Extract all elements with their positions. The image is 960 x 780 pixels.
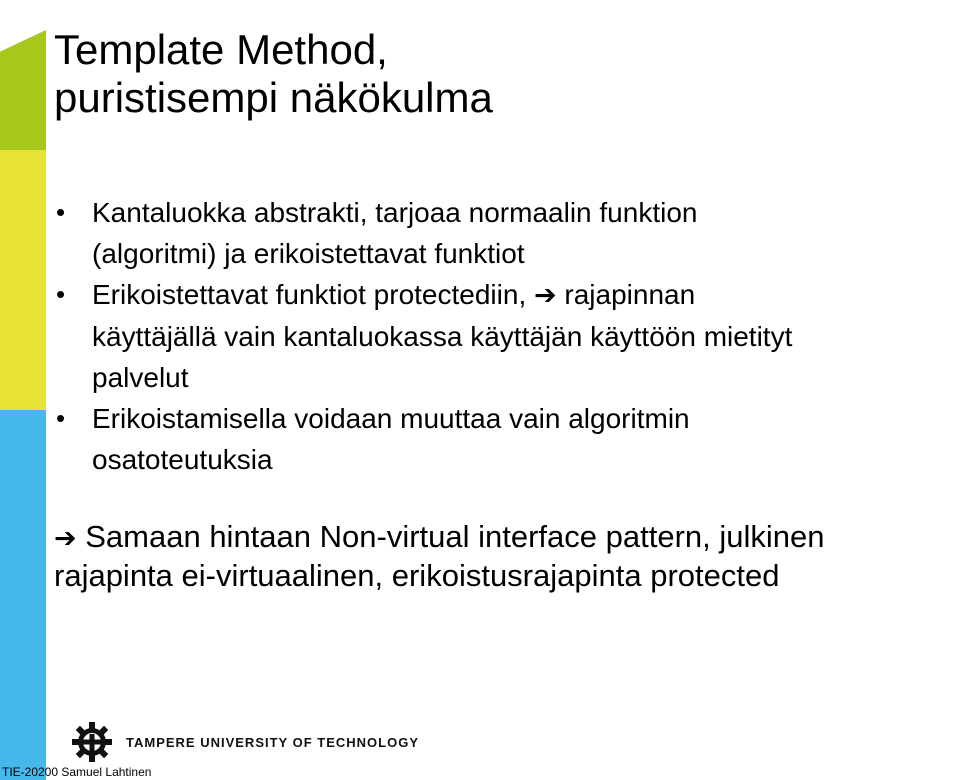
- bullet-3-line2: osatoteutuksia: [92, 444, 273, 475]
- slide-title: [54, 26, 493, 123]
- slide-title-line1: Template Method,: [54, 26, 388, 73]
- logo-text: TAMPERE UNIVERSITY OF TECHNOLOGY: [126, 734, 419, 750]
- slide-title-line2: puristisempi näkökulma: [54, 74, 493, 122]
- conclusion-text: [54, 518, 954, 594]
- bullet-item: [50, 398, 950, 480]
- right-arrow-icon: ➔: [534, 280, 557, 311]
- decorative-bar-green: [0, 30, 46, 150]
- conclusion-line2: rajapinta ei-virtuaalinen, erikoistusrajapinta protected: [54, 558, 780, 593]
- bullet-dot-icon: •: [56, 279, 66, 309]
- bullet-2-line2: käyttäjällä vain kantaluokassa käyttäjän käyttöön mietityt: [92, 321, 793, 352]
- decorative-bar-yellow: [0, 150, 46, 410]
- university-logo: [70, 720, 419, 764]
- bullet-item: [50, 274, 950, 398]
- bullet-2-line1-start: Erikoistettavat funktiot protectediin,: [92, 279, 534, 310]
- footer-text: TIE-20200 Samuel Lahtinen: [2, 765, 152, 779]
- gear-logo-icon: [70, 720, 114, 764]
- bullet-1-line1: Kantaluokka abstrakti, tarjoaa normaalin funktion: [92, 197, 698, 228]
- right-arrow-icon: ➔: [54, 523, 77, 554]
- bullet-2-line1-end: rajapinnan: [556, 279, 696, 310]
- bullet-3-line1: Erikoistamisella voidaan muuttaa vain algoritmin: [92, 403, 690, 434]
- conclusion-line1: Samaan hintaan Non-virtual interface pattern, julkinen: [76, 519, 825, 554]
- bullet-2-line3: palvelut: [92, 362, 189, 393]
- decorative-bar-blue: [0, 410, 46, 780]
- bullet-1-line2: (algoritmi) ja erikoistettavat funktiot: [92, 238, 525, 269]
- bullet-item: [50, 192, 950, 274]
- bullet-dot-icon: •: [56, 403, 66, 433]
- bullet-dot-icon: •: [56, 197, 66, 227]
- bullet-list: [50, 192, 950, 480]
